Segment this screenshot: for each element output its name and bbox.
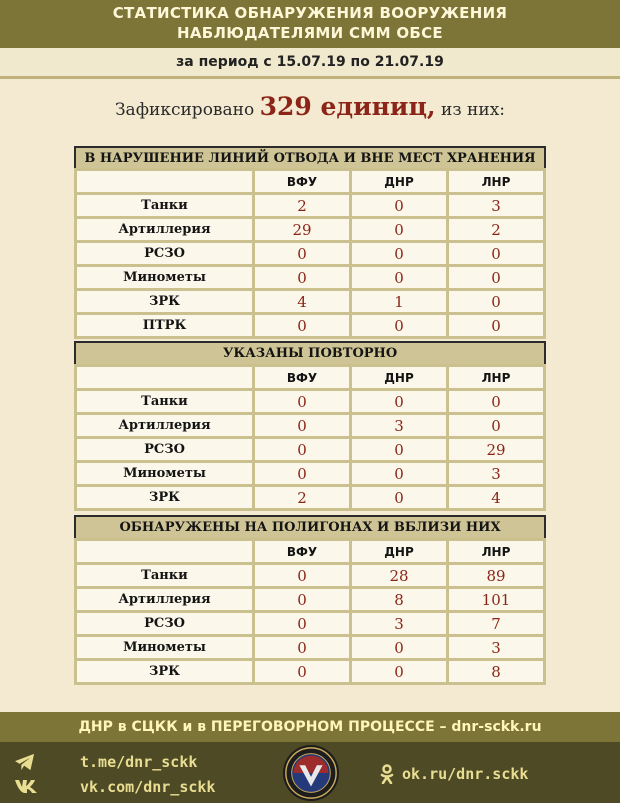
col-dnr: ДНР (352, 171, 446, 192)
table-row (77, 391, 543, 412)
section-2-table (74, 364, 546, 511)
row-label: РСЗО (77, 439, 252, 460)
section-3-title: ОБНАРУЖЕНЫ НА ПОЛИГОНАХ И ВБЛИЗИ НИХ (74, 515, 546, 540)
row-label: ЗРК (77, 291, 252, 312)
table-row (77, 291, 543, 312)
value-cell: 0 (352, 315, 446, 336)
row-label: Минометы (77, 267, 252, 288)
value-cell: 2 (449, 219, 543, 240)
value-cell: 29 (255, 219, 349, 240)
col-lnr: ЛНР (449, 171, 543, 192)
col-vfu: ВФУ (255, 541, 349, 562)
col-lnr: ЛНР (449, 541, 543, 562)
table-row (77, 661, 543, 682)
value-cell: 2 (255, 195, 349, 216)
summary-suffix: из них: (441, 100, 506, 120)
col-lnr: ЛНР (449, 367, 543, 388)
value-cell: 0 (255, 315, 349, 336)
value-cell: 0 (255, 565, 349, 586)
section-1-title: В НАРУШЕНИЕ ЛИНИЙ ОТВОДА И ВНЕ МЕСТ ХРАНЕНИЯ (74, 146, 546, 171)
value-cell: 3 (449, 195, 543, 216)
row-label: Танки (77, 565, 252, 586)
summary-prefix: Зафиксировано (114, 100, 255, 120)
value-cell: 0 (255, 637, 349, 658)
table-header-row (77, 367, 543, 388)
value-cell: 4 (255, 291, 349, 312)
row-label: Артиллерия (77, 415, 252, 436)
value-cell: 101 (449, 589, 543, 610)
divider (0, 76, 620, 79)
value-cell: 0 (352, 195, 446, 216)
value-cell: 0 (449, 291, 543, 312)
row-label: Артиллерия (77, 219, 252, 240)
value-cell: 0 (352, 243, 446, 264)
row-label: ЗРК (77, 661, 252, 682)
value-cell: 0 (255, 415, 349, 436)
row-label: Минометы (77, 463, 252, 484)
row-label: ПТРК (77, 315, 252, 336)
value-cell: 3 (449, 637, 543, 658)
value-cell: 8 (352, 589, 446, 610)
row-label: РСЗО (77, 243, 252, 264)
ok-link[interactable]: ok.ru/dnr.sckk (402, 765, 529, 783)
table-row (77, 195, 543, 216)
value-cell: 2 (255, 487, 349, 508)
value-cell: 0 (449, 415, 543, 436)
value-cell: 0 (352, 637, 446, 658)
value-cell: 0 (255, 243, 349, 264)
value-cell: 0 (449, 267, 543, 288)
value-cell: 3 (449, 463, 543, 484)
value-cell: 28 (352, 565, 446, 586)
value-cell: 29 (449, 439, 543, 460)
value-cell: 0 (255, 589, 349, 610)
value-cell: 0 (449, 391, 543, 412)
table-row (77, 637, 543, 658)
value-cell: 0 (449, 243, 543, 264)
row-label: Артиллерия (77, 589, 252, 610)
value-cell: 0 (352, 661, 446, 682)
telegram-icon (14, 752, 36, 772)
table-row (77, 267, 543, 288)
col-vfu: ВФУ (255, 367, 349, 388)
value-cell: 0 (352, 487, 446, 508)
value-cell: 89 (449, 565, 543, 586)
value-cell: 0 (255, 463, 349, 484)
table-row (77, 315, 543, 336)
value-cell: 1 (352, 291, 446, 312)
value-cell: 4 (449, 487, 543, 508)
value-cell: 8 (449, 661, 543, 682)
summary-count: 329 единиц, (259, 92, 436, 121)
section-3-table (74, 538, 546, 685)
value-cell: 0 (352, 391, 446, 412)
value-cell: 0 (255, 267, 349, 288)
value-cell: 0 (352, 439, 446, 460)
value-cell: 0 (255, 439, 349, 460)
row-label: Танки (77, 195, 252, 216)
col-dnr: ДНР (352, 367, 446, 388)
row-label: Танки (77, 391, 252, 412)
odnoklassniki-icon (380, 764, 394, 784)
table-row (77, 565, 543, 586)
value-cell: 0 (449, 315, 543, 336)
emblem-icon (282, 744, 340, 802)
table-header-row (77, 171, 543, 192)
section-2-title: УКАЗАНЫ ПОВТОРНО (74, 341, 546, 366)
value-cell: 0 (255, 613, 349, 634)
value-cell: 7 (449, 613, 543, 634)
vk-icon (14, 778, 38, 794)
row-label: Минометы (77, 637, 252, 658)
footer-banner[interactable]: ДНР в СЦКК и в ПЕРЕГОВОРНОМ ПРОЦЕССЕ – dnr-sckk.ru (0, 712, 620, 742)
header-banner (0, 0, 620, 48)
summary-line (0, 92, 620, 121)
table-row (77, 463, 543, 484)
table-row (77, 243, 543, 264)
col-vfu: ВФУ (255, 171, 349, 192)
title-line-1: СТАТИСТИКА ОБНАРУЖЕНИЯ ВООРУЖЕНИЯ (112, 4, 508, 22)
table-row (77, 589, 543, 610)
value-cell: 0 (352, 219, 446, 240)
row-label: РСЗО (77, 613, 252, 634)
telegram-link[interactable]: t.me/dnr_sckk (80, 753, 198, 771)
value-cell: 0 (352, 267, 446, 288)
table-row (77, 613, 543, 634)
table-row (77, 219, 543, 240)
value-cell: 3 (352, 415, 446, 436)
row-label: ЗРК (77, 487, 252, 508)
empty-cell (77, 367, 252, 388)
col-dnr: ДНР (352, 541, 446, 562)
table-header-row (77, 541, 543, 562)
value-cell: 0 (255, 391, 349, 412)
section-1-table (74, 168, 546, 339)
value-cell: 3 (352, 613, 446, 634)
table-row (77, 415, 543, 436)
vk-link[interactable]: vk.com/dnr_sckk (80, 778, 216, 796)
table-row (77, 487, 543, 508)
empty-cell (77, 171, 252, 192)
value-cell: 0 (255, 661, 349, 682)
table-row (77, 439, 543, 460)
value-cell: 0 (352, 463, 446, 484)
period-label: за период с 15.07.19 по 21.07.19 (0, 48, 620, 76)
empty-cell (77, 541, 252, 562)
title-line-2: НАБЛЮДАТЕЛЯМИ СММ ОБСЕ (177, 24, 443, 42)
